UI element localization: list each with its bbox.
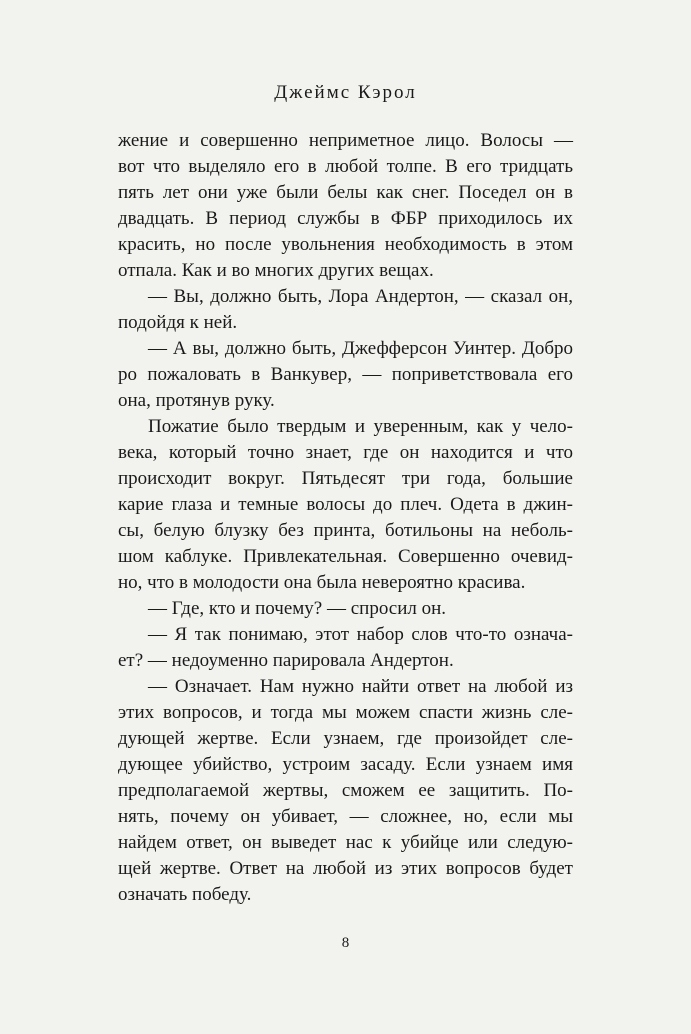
text-line: найдем ответ, он выведет нас к убийце или следую-	[118, 832, 573, 853]
text-line: — Я так понимаю, этот набор слов что-то означа-	[148, 624, 573, 645]
text-line: щей жертве. Ответ на любой из этих вопросов будет	[118, 858, 573, 879]
text-line: — Где, кто и почему? — спросил он.	[148, 598, 447, 619]
text-line: карие глаза и темные волосы до плеч. Одета в джин-	[118, 494, 573, 515]
page-number: 8	[341, 935, 350, 951]
text-line: Пожатие было твердым и уверенным, как у чело-	[148, 416, 573, 437]
text-line: жение и совершенно неприметное лицо. Волосы —	[118, 130, 573, 151]
text-line: — Вы, должно быть, Лора Андертон, — сказал он,	[148, 286, 573, 307]
text-line: происходит вокруг. Пятьдесят три года, большие	[118, 468, 573, 489]
text-line: пять лет они уже были белы как снег. Поседел он в	[118, 182, 573, 203]
text-line: дующей жертве. Если узнаем, где произойдет сле-	[118, 728, 573, 749]
text-line: нять, почему он убивает, — сложнее, но, если мы	[118, 806, 573, 827]
running-head: Джеймс Кэрол	[274, 82, 417, 103]
text-line: отпала. Как и во многих других вещах.	[118, 260, 434, 281]
text-line: ро пожаловать в Ванкувер, — поприветствовала его	[118, 364, 573, 385]
text-line: красить, но после увольнения необходимость в этом	[118, 234, 573, 255]
text-line: двадцать. В период службы в ФБР приходилось их	[118, 208, 573, 229]
text-line: но, что в молодости она была невероятно красива.	[118, 572, 526, 593]
text-line: означать победу.	[118, 884, 252, 905]
text-line: этих вопросов, и тогда мы можем спасти жизнь сле-	[118, 702, 573, 723]
text-line: предполагаемой жертвы, сможем ее защитить. По-	[118, 780, 573, 801]
text-line: — А вы, должно быть, Джефферсон Уинтер. Добро	[148, 338, 573, 359]
text-line: шом каблуке. Привлекательная. Совершенно очевид-	[118, 546, 573, 567]
text-line: вот что выделяло его в любой толпе. В его тридцать	[118, 156, 573, 177]
text-line: дующее убийство, устроим засаду. Если узнаем имя	[118, 754, 573, 775]
text-line: сы, белую блузку без принта, ботильоны на неболь-	[118, 520, 573, 541]
text-line: она, протянув руку.	[118, 390, 275, 411]
body-text	[118, 128, 573, 908]
text-line: подойдя к ней.	[118, 312, 238, 333]
text-line: ет? — недоуменно парировала Андертон.	[118, 650, 454, 671]
text-line: века, который точно знает, где он находится и что	[118, 442, 573, 463]
text-line: — Означает. Нам нужно найти ответ на любой из	[148, 676, 573, 697]
